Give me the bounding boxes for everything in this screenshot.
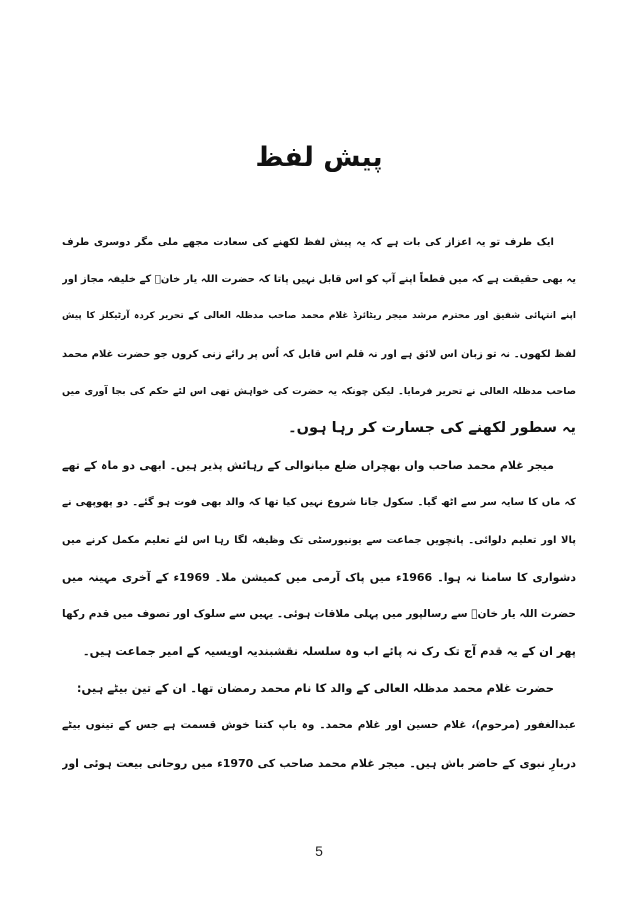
text-line: یہ بھی حقیقت ہے کہ میں قطعاً اپنے آپ کو اس قابل نہیں پاتا کہ حضرت اللہ یار خانؒ کے خلیفہ مجاز اور: [62, 274, 576, 286]
body-text: [62, 224, 576, 782]
text-line: پالا اور تعلیم دلوائی۔ پانچویں جماعت سے یونیورسٹی تک وظیفہ لگا رہا اس لئے تعلیم مکمل کرنے میں: [62, 534, 576, 546]
page-title: پیش لفظ: [255, 142, 383, 173]
page-number: 5: [315, 843, 323, 859]
text-line: پھر ان کے یہ قدم آج تک رک نہ پائے اب وہ سلسلہ نقشبندیہ اویسیہ کے امیر جماعت ہیں۔: [82, 644, 576, 659]
text-line: اپنے انتہائی شفیق اور محترم مرشد میجر ریٹائرڈ غلام محمد صاحب مدظلہ العالی کے تحریر کردہ آرٹیکلز کا پیش: [62, 311, 576, 322]
text-line: عبدالغفور (مرحوم)، غلام حسین اور غلام محمد۔ وہ باپ کتنا خوش قسمت ہے جس کے تینوں بیٹے: [62, 719, 576, 732]
text-line: دربارِ نبوی کے حاضر باش ہیں۔ میجر غلام محمد صاحب کی 1970ء میں روحانی بیعت ہوئی اور: [62, 756, 576, 770]
text-line: حضرت اللہ یار خانؒ سے رسالپور میں پہلی ملاقات ہوئی۔ یہیں سے سلوک اور تصوف میں قدم رکھا: [62, 607, 576, 620]
text-line: حضرت غلام محمد مدظلہ العالی کے والد کا نام محمد رمضان تھا۔ ان کے تین بیٹے ہیں:: [76, 681, 554, 696]
text-line: کہ ماں کا سایہ سر سے اٹھ گیا۔ سکول جانا شروع نہیں کیا تھا کہ والد بھی فوت ہو گئے۔ دو پھوپھی نے: [62, 497, 576, 509]
text-line: یہ سطور لکھنے کی جسارت کر رہا ہوں۔: [288, 419, 576, 436]
text-line: لفظ لکھوں۔ نہ تو زبان اس لائق ہے اور نہ قلم اس قابل کہ اُس پر رائے زنی کروں جو حضرت غلام محمد: [62, 348, 576, 360]
text-line: میجر غلام محمد صاحب واں بھچراں ضلع میانوالی کے رہائش پذیر ہیں۔ ابھی دو ماہ کے تھے: [62, 459, 554, 473]
text-line: ایک طرف تو یہ اعزاز کی بات ہے کہ یہ پیش لفظ لکھنے کی سعادت مجھے ملی مگر دوسری طرف: [62, 237, 554, 248]
text-line: صاحب مدظلہ العالی نے تحریر فرمایا۔ لیکن چونکہ یہ حضرت کی خواہش تھی اس لئے حکم کی بجا آوری میں: [62, 385, 576, 397]
text-line: دشواری کا سامنا نہ ہوا۔ 1966ء میں پاک آرمی میں کمیشن ملا۔ 1969ء کے آخری مہینہ میں: [62, 570, 576, 584]
